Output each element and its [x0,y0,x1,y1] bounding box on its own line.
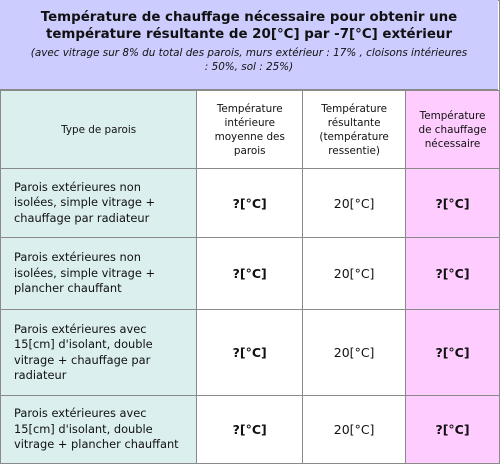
column-header-interior: Température intérieure moyenne des parois [197,91,303,169]
column-header-heating: Température de chauffage nécessaire [406,91,500,169]
resultant-temp-cell: 20[°C] [303,169,406,238]
resultant-temp-cell: 20[°C] [303,396,406,464]
row-type-cell: Parois extérieures non isolées, simple vitrage + plancher chauffant [1,238,197,310]
row-type-cell: Parois extérieures avec 15[cm] d'isolant, double vitrage + plancher chauffant [1,396,197,464]
page-title: Température de chauffage nécessaire pour obtenir une température résultante de 20[°C] par -7[°C] extérieur [40,10,458,42]
table-row [1,310,500,396]
resultant-temp-cell: 20[°C] [303,238,406,310]
table-row [1,238,500,310]
interior-temp-cell: ?[°C] [197,310,303,396]
resultant-temp-cell: 20[°C] [303,310,406,396]
column-header-resultant: Température résultante (température ressentie) [303,91,406,169]
row-type-cell: Parois extérieures non isolées, simple vitrage + chauffage par radiateur [1,169,197,238]
heating-temp-cell: ?[°C] [406,396,500,464]
heating-temp-cell: ?[°C] [406,238,500,310]
column-header-type: Type de parois [1,91,197,169]
interior-temp-cell: ?[°C] [197,238,303,310]
table-header-row [1,91,500,169]
page-subtitle: (avec vitrage sur 8% du total des parois, murs extérieur : 17% , cloisons intérieures : 50%, sol : 25%) [30,47,468,73]
table-row [1,396,500,464]
table-row [1,169,500,238]
interior-temp-cell: ?[°C] [197,396,303,464]
temperature-table [0,90,500,464]
row-type-cell: Parois extérieures avec 15[cm] d'isolant, double vitrage + chauffage par radiateur [1,310,197,396]
table-header-banner [0,0,498,90]
interior-temp-cell: ?[°C] [197,169,303,238]
heating-temp-cell: ?[°C] [406,310,500,396]
heating-temp-cell: ?[°C] [406,169,500,238]
